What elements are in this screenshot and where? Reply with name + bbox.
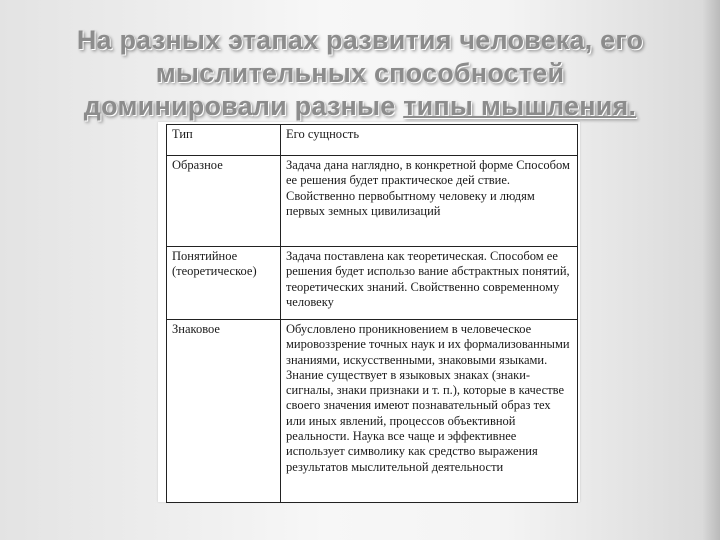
- essence-cell: Обусловлено проникновением в человеческое мировоззрение точных наук и их формализованными знаниями, искусственными, знаковыми языками. Знание существует в языковых знаках (знаки-сигналы, знаки признаки и т. п.), которые в качестве своего значения имеют познавательный образ тех или иных явлений, процессов объективной реальности. Наука все чаще и эффективнее использует символику как средство выражения результатов мыслительной деятельности: [281, 320, 578, 503]
- title-line-2: мыслительных способностей: [155, 58, 565, 88]
- type-cell: Образное: [167, 156, 281, 247]
- essence-cell: Задача поставлена как теоретическая. Способом ее решения будет использо вание абстрактных понятий, теоретических знаний. Свойственно современному человеку: [281, 247, 578, 320]
- table-header-row: [167, 125, 578, 156]
- title-line-1: На разных этапах развития человека, его: [76, 25, 644, 55]
- title-link-thinking-types[interactable]: типы мышления.: [403, 91, 637, 121]
- header-type-cell: Тип: [167, 125, 281, 156]
- slide-edge-shadow: [702, 0, 720, 540]
- essence-cell: Задача дана наглядно, в конкретной форме Способом ее решения будет практическое дей ствие. Свойственно первобытному человеку и людям первых земных цивилизаций: [281, 156, 578, 247]
- header-essence-cell: Его сущность: [281, 125, 578, 156]
- table-row: [167, 156, 578, 247]
- type-cell: Понятийное (теоретическое): [167, 247, 281, 320]
- thinking-types-table: [166, 124, 578, 503]
- title-line-3: [40, 90, 680, 123]
- title-line-3-text: доминировали разные: [83, 91, 404, 121]
- table-row: [167, 247, 578, 320]
- type-cell: Знаковое: [167, 320, 281, 503]
- table-row: [167, 320, 578, 503]
- slide-title: [40, 24, 680, 123]
